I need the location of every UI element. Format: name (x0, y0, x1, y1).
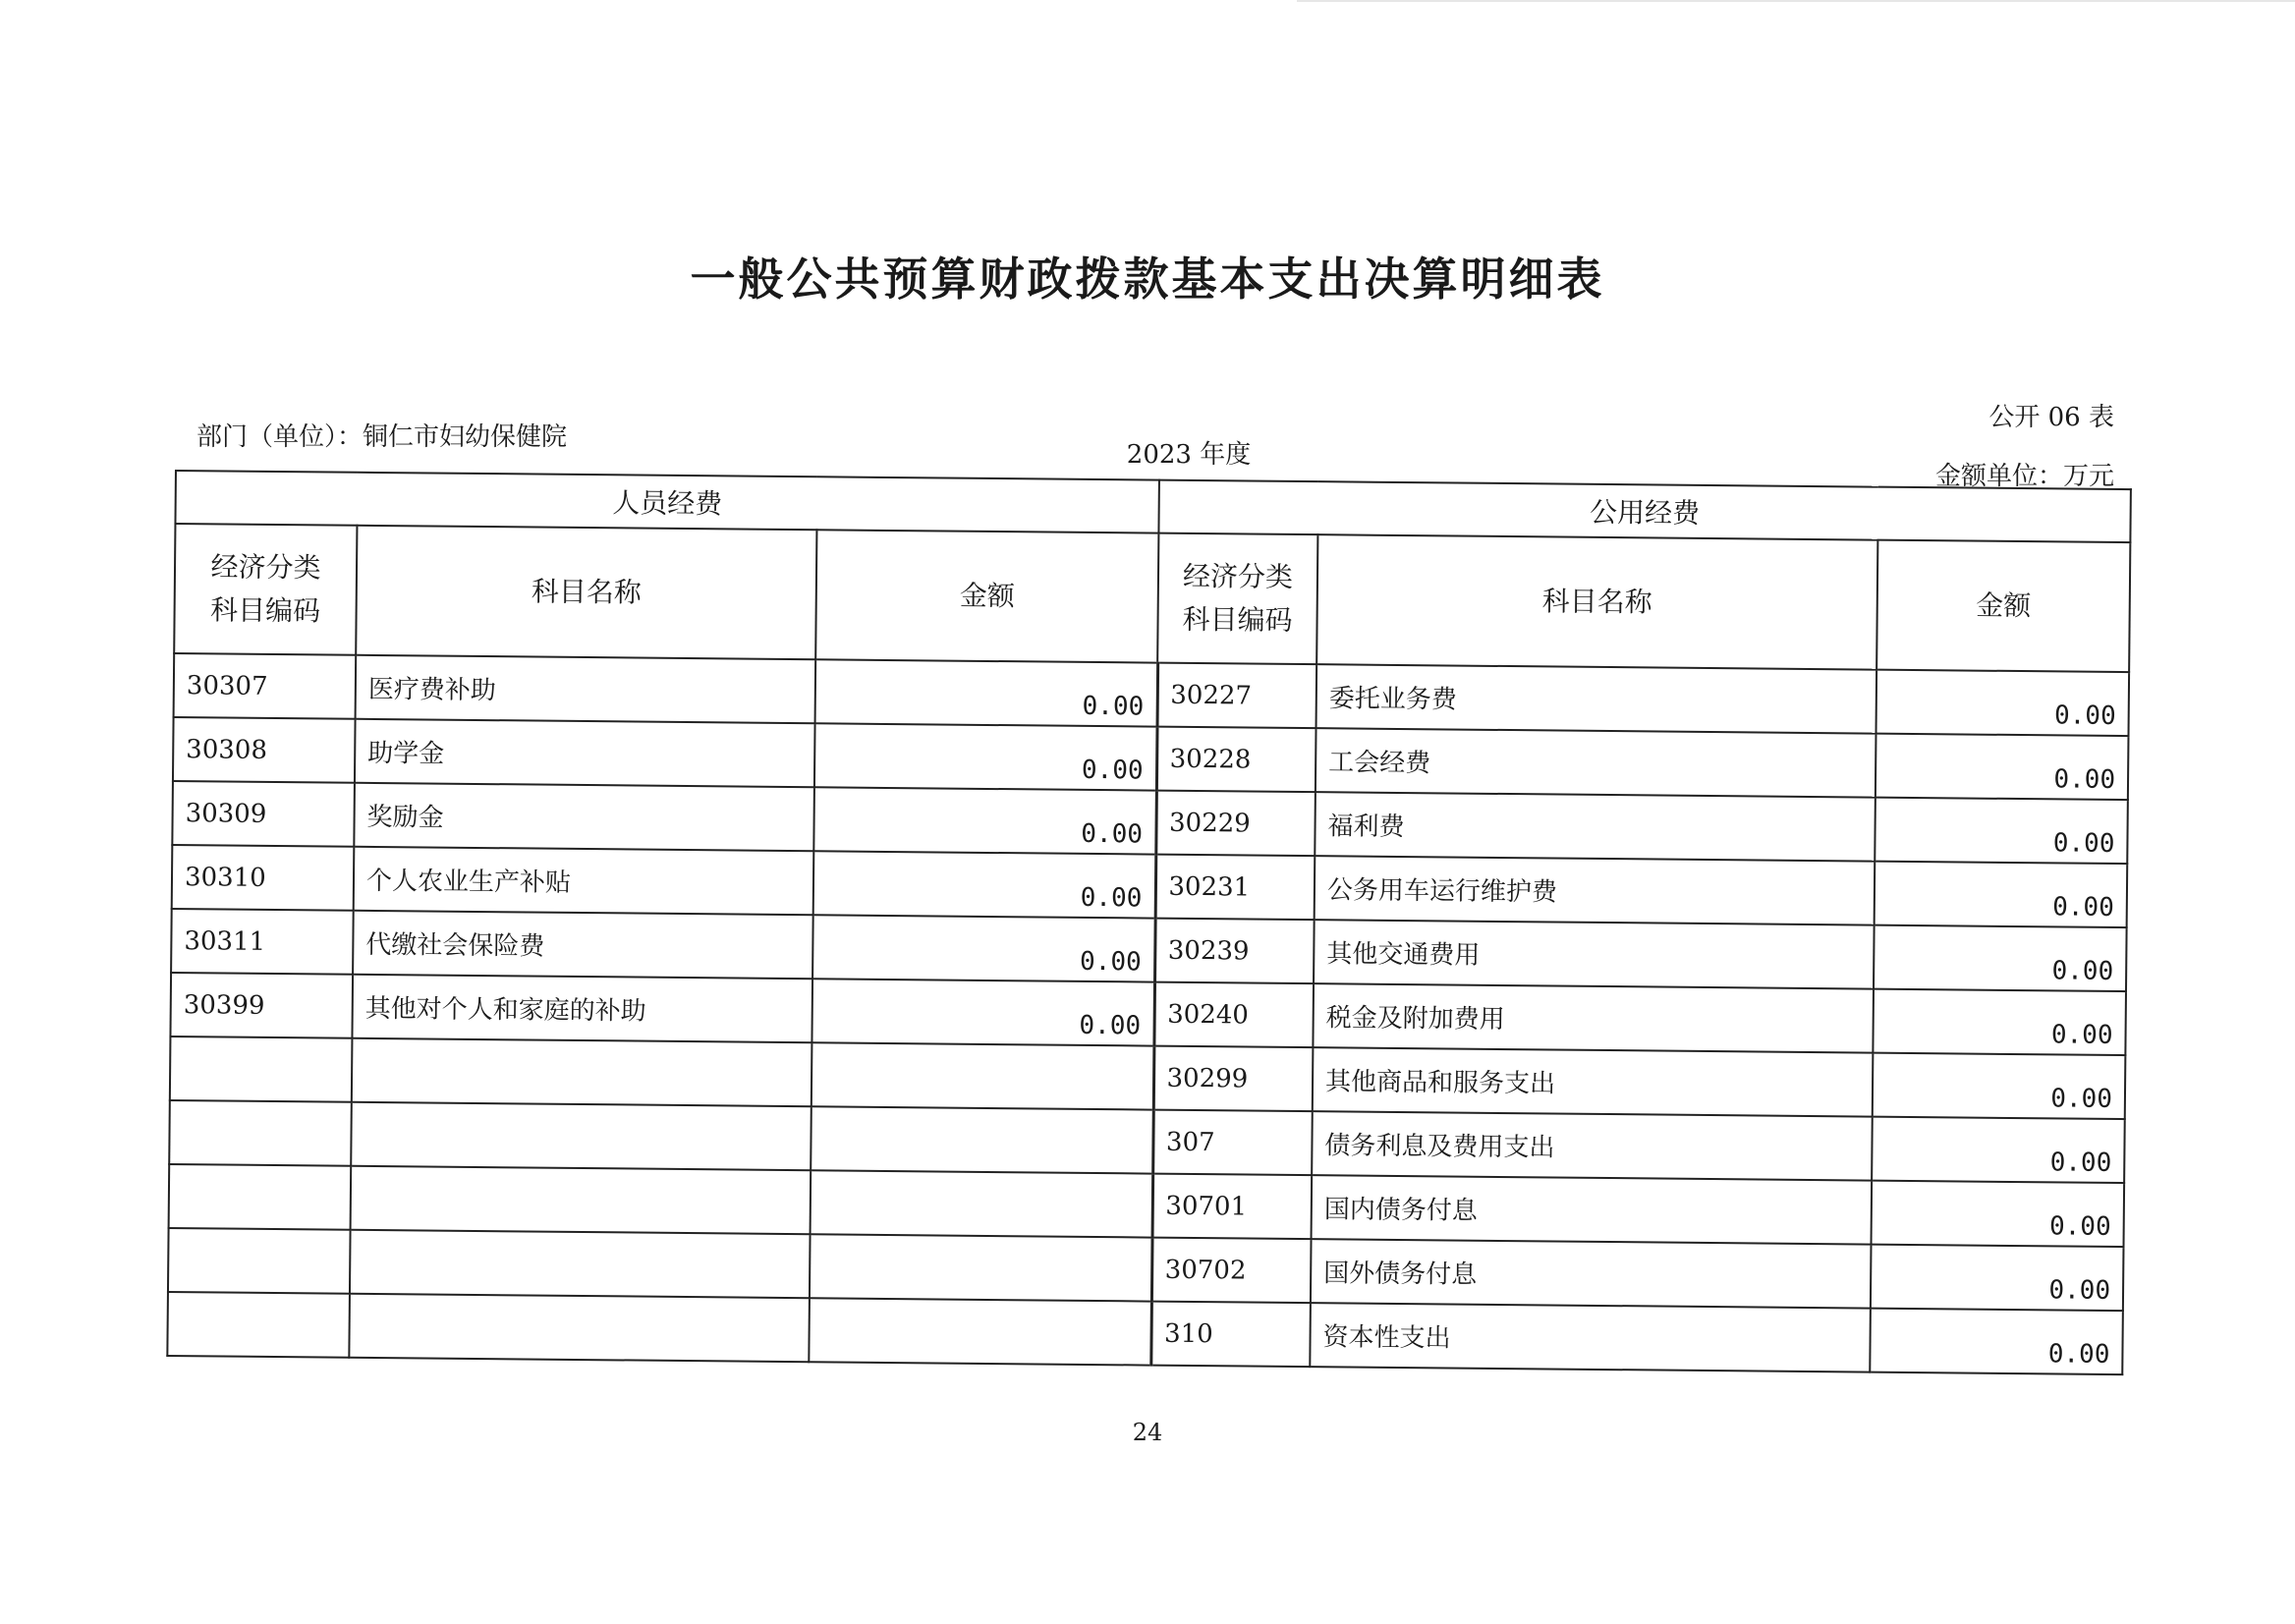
public-amount-cell: 0.00 (1875, 734, 2129, 800)
personnel-amount-cell: 0.00 (813, 851, 1156, 918)
public-name-cell: 资本性支出 (1310, 1303, 1871, 1372)
personnel-code-header (174, 524, 357, 655)
public-name-cell: 工会经费 (1315, 728, 1876, 797)
form-number: 公开 06 表 (1988, 403, 2114, 432)
personnel-code-cell (169, 1164, 352, 1230)
page-number: 24 (1132, 1419, 1163, 1446)
public-amount-cell: 0.00 (1875, 862, 2128, 927)
public-name-cell: 公务用车运行维护费 (1315, 856, 1875, 924)
personnel-amount-cell (812, 1042, 1154, 1109)
personnel-name-cell (350, 1230, 811, 1298)
public-amount-cell: 0.00 (1876, 670, 2130, 736)
personnel-code-cell (167, 1292, 350, 1358)
personnel-amount-cell: 0.00 (812, 915, 1155, 981)
code-header-line-1: 经济分类 (1182, 559, 1294, 593)
scan-artifact-line (1297, 0, 2295, 2)
public-code-cell: 310 (1150, 1302, 1311, 1368)
personnel-amount-cell (811, 1106, 1153, 1173)
public-amount-cell: 0.00 (1871, 1245, 2124, 1311)
personnel-code-cell (168, 1228, 351, 1294)
public-code-cell: 30299 (1153, 1046, 1314, 1112)
personnel-name-cell: 医疗费补助 (356, 655, 816, 723)
expenditure-table-wrapper (166, 470, 2130, 1375)
public-name-cell: 福利费 (1315, 792, 1875, 861)
public-code-cell: 30227 (1157, 663, 1317, 729)
public-code-cell: 30239 (1154, 919, 1315, 984)
personnel-amount-cell (809, 1298, 1151, 1365)
public-amount-cell: 0.00 (1875, 798, 2128, 864)
personnel-name-cell: 奖励金 (354, 783, 814, 851)
personnel-name-cell (351, 1102, 812, 1170)
personnel-code-cell: 30399 (170, 973, 353, 1038)
personnel-code-cell: 30308 (173, 717, 356, 783)
personnel-code-cell (170, 1036, 353, 1102)
department-label: 部门（单位）：铜仁市妇幼保健院 (196, 422, 568, 452)
amount-unit: 金额单位：万元 (1934, 462, 2114, 491)
column-header-row (174, 524, 2130, 672)
personnel-name-cell (349, 1294, 810, 1362)
personnel-code-cell: 30307 (174, 653, 357, 719)
personnel-name-cell: 代缴社会保险费 (353, 911, 813, 979)
public-code-cell: 30240 (1153, 982, 1314, 1048)
public-name-header: 科目名称 (1316, 534, 1877, 669)
code-header-line-2: 科目编码 (209, 593, 321, 628)
personnel-amount-cell: 0.00 (815, 659, 1158, 726)
public-code-cell: 30229 (1155, 791, 1315, 857)
public-code-header (1157, 533, 1317, 665)
personnel-name-cell (351, 1166, 812, 1234)
public-name-cell: 债务利息及费用支出 (1312, 1111, 1873, 1180)
personnel-name-cell: 其他对个人和家庭的补助 (352, 975, 812, 1042)
public-amount-cell: 0.00 (1872, 1181, 2125, 1247)
personnel-amount-cell (810, 1234, 1152, 1301)
public-name-cell: 委托业务费 (1316, 664, 1877, 733)
group-personnel-header: 人员经费 (175, 471, 1158, 533)
fiscal-year: 2023 年度 (1126, 440, 1252, 470)
public-code-cell: 30231 (1155, 855, 1315, 921)
public-name-cell: 其他商品和服务支出 (1313, 1047, 1874, 1116)
personnel-code-cell: 30309 (172, 781, 355, 847)
public-code-cell: 30228 (1156, 727, 1316, 793)
public-amount-cell: 0.00 (1874, 925, 2127, 991)
public-code-cell: 307 (1152, 1110, 1313, 1176)
personnel-amount-header: 金额 (815, 530, 1158, 662)
personnel-code-cell: 30311 (171, 909, 354, 975)
code-header-line-1: 经济分类 (210, 550, 321, 585)
public-name-cell: 国内债务付息 (1312, 1175, 1873, 1244)
public-name-cell: 税金及附加费用 (1313, 983, 1874, 1052)
personnel-code-cell: 30310 (172, 845, 355, 911)
public-amount-cell: 0.00 (1870, 1309, 2123, 1374)
public-code-cell: 30701 (1152, 1174, 1313, 1240)
public-name-cell: 其他交通费用 (1314, 920, 1875, 988)
public-name-cell: 国外债务付息 (1311, 1239, 1872, 1308)
personnel-amount-cell (811, 1170, 1153, 1237)
public-amount-cell: 0.00 (1872, 1117, 2125, 1183)
public-amount-header: 金额 (1876, 540, 2130, 672)
personnel-amount-cell: 0.00 (812, 979, 1154, 1045)
personnel-code-cell (169, 1100, 352, 1166)
public-amount-cell: 0.00 (1873, 1053, 2126, 1119)
page-title: 一般公共预算财政拨款基本支出决算明细表 (690, 252, 1605, 306)
expenditure-table (166, 470, 2132, 1375)
public-code-cell: 30702 (1151, 1238, 1312, 1304)
personnel-name-cell (352, 1038, 812, 1106)
group-public-header: 公用经费 (1158, 480, 2130, 542)
personnel-amount-cell: 0.00 (814, 723, 1157, 790)
personnel-name-cell: 个人农业生产补贴 (354, 847, 814, 915)
personnel-name-cell: 助学金 (355, 719, 815, 787)
public-amount-cell: 0.00 (1873, 989, 2126, 1055)
code-header-line-2: 科目编码 (1182, 602, 1293, 637)
personnel-name-header: 科目名称 (356, 526, 816, 659)
personnel-amount-cell: 0.00 (813, 787, 1156, 854)
